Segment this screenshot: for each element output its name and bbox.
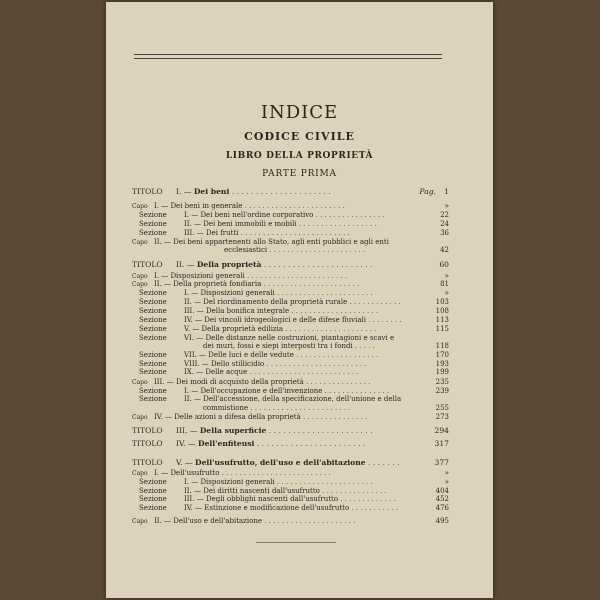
toc-entry-text: III. — Dei modi di acquisto della proprietà . . . . . . . . . . . . . . . (154, 378, 371, 386)
toc-entry-label: Sezione (139, 395, 167, 403)
toc-entry-text: dei muri, fossi e siepi interposti tra i fondi . . . . . (203, 342, 375, 350)
toc-entry-label: Sezione (139, 229, 167, 237)
toc-entry-label: TITOLO (132, 187, 163, 196)
toc-page-number: » (444, 289, 449, 297)
top-rule-double (134, 58, 442, 59)
toc-entry-text: II. — Dei diritti nascenti dall'usufrutto . . . . . . . . . . . . . . . (184, 487, 387, 495)
toc-entry-text: II. — Della proprietà . . . . . . . . . . . . . . . . . . . . . . . (176, 260, 373, 269)
toc-entry-text: I. — Disposizioni generali . . . . . . . . . . . . . . . . . . . . . . . (154, 272, 348, 280)
toc-page-number: 118 (435, 342, 449, 350)
toc-entry-text: V. — Dell'usufrutto, dell'uso e dell'abitazione . . . . . . . (176, 458, 400, 467)
toc-entry-label: Sezione (139, 325, 167, 333)
toc-entry (106, 439, 493, 449)
toc-entry-label: Capo (132, 273, 148, 280)
toc-page-number: 476 (435, 504, 449, 512)
toc-entry-text: IV. — Dell'enfiteusi . . . . . . . . . . . . . . . . . . . . . . . (176, 439, 366, 448)
toc-page-label: Pag. (419, 187, 436, 196)
toc-entry-label: Sezione (139, 487, 167, 495)
toc-entry-text: VI. — Delle distanze nelle costruzioni, piantagioni e scavi e (184, 334, 395, 342)
toc-entry-label: TITOLO (132, 458, 163, 467)
toc-entry-label: Sezione (139, 298, 167, 306)
toc-entry-text: III. — Dei frutti . . . . . . . . . . . . . . . . . . . . . . . . . (184, 229, 350, 237)
toc-entry-label: Capo (132, 518, 148, 525)
toc-entry-label: Capo (132, 414, 148, 421)
toc-page-number: 115 (435, 325, 449, 333)
toc-entry-label: Sezione (139, 478, 167, 486)
book-title: LIBRO DELLA PROPRIETÀ (225, 151, 374, 161)
toc-entry-text: III. — Degli obblighi nascenti dall'usufrutto . . . . . . . . . . . . . (184, 495, 396, 503)
toc-entry-label: Sezione (139, 316, 167, 324)
toc-entry (106, 246, 493, 256)
toc-entry-text: VIII. — Dello stillicidio . . . . . . . . . . . . . . . . . . . . . . . (184, 360, 367, 368)
toc-entry (106, 187, 493, 197)
toc-entry-text: IX. — Delle acque . . . . . . . . . . . . . . . . . . . . . . . . . (184, 368, 359, 376)
toc-entry-label: Capo (132, 203, 148, 210)
toc-entry-text: ecclesiastici . . . . . . . . . . . . . . . . . . . . . . (224, 246, 366, 254)
toc-entry-text: III. — Della bonifica integrale . . . . . . . . . . . . . . . . . . . . (184, 307, 379, 315)
code-title: CODICE CIVILE (244, 130, 355, 143)
toc-entry-text: VII. — Delle luci e delle vedute . . . . . . . . . . . . . . . . . . . (184, 351, 379, 359)
toc-entry-text: II. — Della proprietà fondiaria . . . . . . . . . . . . . . . . . . . . . . (154, 280, 360, 288)
toc-page-number: 60 (439, 260, 449, 269)
toc-page-number: 273 (435, 413, 449, 421)
toc-entry-label: Sezione (139, 334, 167, 342)
toc-entry-label: Sezione (139, 504, 167, 512)
toc-entry-label: TITOLO (132, 260, 163, 269)
toc-entry-label: Sezione (139, 220, 167, 228)
toc-page-number: 404 (435, 487, 449, 495)
toc-entry-label: Capo (132, 239, 148, 246)
toc-page-number: 317 (434, 439, 449, 448)
toc-page-number: » (444, 469, 449, 477)
toc-entry (106, 260, 493, 270)
toc-entry-label: Sezione (139, 289, 167, 297)
toc-entry-text: commistione . . . . . . . . . . . . . . . . . . . . . . . (203, 404, 351, 412)
toc-entry-label: Sezione (139, 495, 167, 503)
book-page (106, 2, 493, 598)
toc-entry-label: Sezione (139, 360, 167, 368)
toc-page-number: 103 (435, 298, 449, 306)
toc-page-number: 193 (435, 360, 449, 368)
toc-page-number: 170 (435, 351, 449, 359)
part-title: PARTE PRIMA (262, 169, 337, 179)
toc-entry (106, 368, 493, 378)
toc-page-number: 24 (440, 220, 449, 228)
toc-page-number: 36 (440, 229, 449, 237)
toc-page-number: » (444, 478, 449, 486)
toc-entry (106, 458, 493, 468)
toc-page-number: » (444, 272, 449, 280)
toc-page-number: 294 (434, 426, 449, 435)
toc-entry-text: II. — Del riordinamento della proprietà rurale . . . . . . . . . . . . (184, 298, 401, 306)
toc-entry-label: Sezione (139, 387, 167, 395)
toc-entry-text: I. — Dei beni in generale . . . . . . . . . . . . . . . . . . . . . . . (154, 202, 345, 210)
toc-page-number: 255 (435, 404, 449, 412)
toc-page-number: 452 (435, 495, 449, 503)
toc-page-number: 199 (435, 368, 449, 376)
toc-entry-text: I. — Dei beni . . . . . . . . . . . . . . . . . . . . . (176, 187, 331, 196)
toc-entry-text: I. — Dell'occupazione e dell'invenzione . . . . . . . . . . . . . . . (184, 387, 390, 395)
page-title: INDICE (260, 102, 339, 123)
toc-entry-text: I. — Dell'usufrutto . . . . . . . . . . . . . . . . . . . . . . . . . (154, 469, 331, 477)
toc-entry-label: Capo (132, 379, 148, 386)
toc-entry-label: Sezione (139, 307, 167, 315)
toc-entry-label: TITOLO (132, 439, 163, 448)
toc-entry-text: I. — Disposizioni generali . . . . . . . . . . . . . . . . . . . . . . (184, 289, 373, 297)
toc-entry-label: Capo (132, 470, 148, 477)
bottom-rule (256, 542, 336, 543)
toc-entry-label: Sezione (139, 211, 167, 219)
toc-page-number: 495 (435, 517, 449, 525)
toc-entry-text: IV. — Estinzione e modificazione dell'usufrutto . . . . . . . . . . . (184, 504, 399, 512)
toc-entry (106, 517, 493, 527)
toc-entry-text: IV. — Dei vincoli idrogeologici e delle difese fluviali . . . . . . . . (184, 316, 402, 324)
toc-entry-label: Sezione (139, 351, 167, 359)
toc-entry-label: Capo (132, 281, 148, 288)
toc-entry-label: TITOLO (132, 426, 163, 435)
toc-page-number: 1 (444, 187, 449, 196)
toc-entry-text: II. — Dei beni immobili e mobili . . . . . . . . . . . . . . . . . . (184, 220, 377, 228)
toc-page-number: 81 (440, 280, 449, 288)
toc-entry-text: IV. — Delle azioni a difesa della proprietà . . . . . . . . . . . . . . . (154, 413, 368, 421)
toc-entry (106, 413, 493, 423)
toc-entry (106, 504, 493, 514)
toc-page-number: 239 (435, 387, 449, 395)
toc-entry-text: II. — Dei beni appartenenti allo Stato, agli enti pubblici e agli enti (154, 238, 389, 246)
toc-page-number: 42 (440, 246, 449, 254)
toc-entry-label: Sezione (139, 368, 167, 376)
toc-entry-text: V. — Della proprietà edilizia . . . . . . . . . . . . . . . . . . . . . (184, 325, 377, 333)
toc-page-number: 22 (440, 211, 449, 219)
toc-entry-text: II. — Dell'accessione, della specificazione, dell'unione e della (184, 395, 402, 403)
toc-entry-text: II. — Dell'uso e dell'abitazione . . . . . . . . . . . . . . . . . . . . . (154, 517, 356, 525)
toc-page-number: » (444, 202, 449, 210)
toc-page-number: 108 (435, 307, 449, 315)
toc-entry-text: III. — Della superficie . . . . . . . . . . . . . . . . . . . . . . (176, 426, 373, 435)
toc-page-number: 377 (434, 458, 449, 467)
top-rule (134, 54, 442, 55)
toc-entry-text: I. — Dei beni nell'ordine corporativo . . . . . . . . . . . . . . . . (184, 211, 385, 219)
toc-page-number: 235 (435, 378, 449, 386)
toc-page-number: 113 (435, 316, 449, 324)
toc-entry-text: I. — Disposizioni generali . . . . . . . . . . . . . . . . . . . . . . (184, 478, 373, 486)
toc-entry (106, 426, 493, 436)
